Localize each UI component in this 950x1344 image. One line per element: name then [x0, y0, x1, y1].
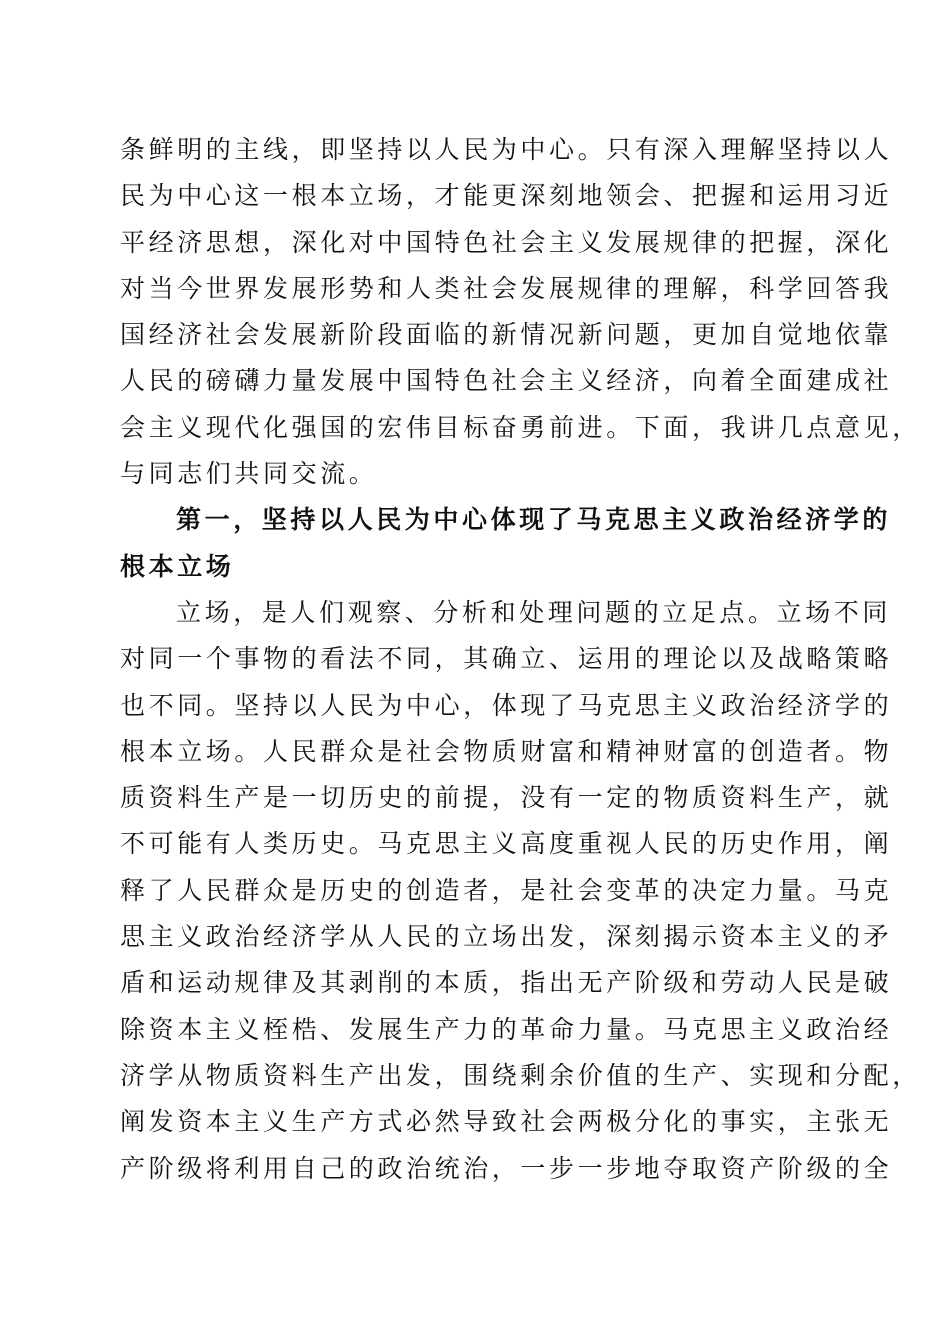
- text-line: 释了人民群众是历史的创造者，是社会变革的决定力量。马克: [120, 875, 893, 905]
- text-line: 条鲜明的主线，即坚持以人民为中心。只有深入理解坚持以人: [120, 135, 893, 164]
- section-heading: [120, 497, 892, 590]
- text-line: 国经济社会发展新阶段面临的新情况新问题，更加自觉地依靠: [120, 320, 893, 350]
- text-line: 阐发资本主义生产方式必然导致社会两极分化的事实，主张无: [120, 1107, 893, 1137]
- text-line: 质资料生产是一切历史的前提，没有一定的物质资料生产，就: [120, 783, 893, 813]
- paragraph-intro: [120, 127, 921, 497]
- text-line: 除资本主义桎梏、发展生产力的革命力量。马克思主义政治经: [120, 1014, 893, 1044]
- text-line: 根本立场。人民群众是社会物质财富和精神财富的创造者。物: [120, 736, 893, 766]
- text-line: 思主义政治经济学从人民的立场出发，深刻揭示资本主义的矛: [120, 922, 893, 952]
- document-text: [120, 127, 921, 1192]
- text-line: 对同一个事物的看法不同，其确立、运用的理论以及战略策略: [120, 644, 893, 674]
- text-line: 民为中心这一根本立场，才能更深刻地领会、把握和运用习近: [120, 181, 893, 211]
- text-line: 会主义现代化强国的宏伟目标奋勇前进。下面，我讲几点意见，: [120, 412, 921, 442]
- text-line: 人民的磅礴力量发展中国特色社会主义经济，向着全面建成社: [120, 366, 893, 396]
- text-line: 盾和运动规律及其剥削的本质，指出无产阶级和劳动人民是破: [120, 968, 893, 998]
- text-line: 平经济思想，深化对中国特色社会主义发展规律的把握，深化: [120, 227, 893, 257]
- text-line: 济学从物质资料生产出发，围绕剩余价值的生产、实现和分配，: [120, 1060, 921, 1090]
- text-line: 不可能有人类历史。马克思主义高度重视人民的历史作用，阐: [120, 829, 893, 859]
- heading-line: 第一，坚持以人民为中心体现了马克思主义政治经济学的: [176, 505, 892, 535]
- text-line: 与同志们共同交流。: [120, 459, 378, 489]
- text-line: 对当今世界发展形势和人类社会发展规律的理解，科学回答我: [120, 273, 893, 303]
- text-line: 也不同。坚持以人民为中心，体现了马克思主义政治经济学的: [120, 690, 893, 720]
- text-line: 立场，是人们观察、分析和处理问题的立足点。立场不同: [176, 597, 892, 627]
- heading-line: 根本立场: [120, 551, 235, 581]
- paragraph-body: [120, 590, 921, 1192]
- text-line: 产阶级将利用自己的政治统治，一步一步地夺取资产阶级的全: [120, 1153, 893, 1183]
